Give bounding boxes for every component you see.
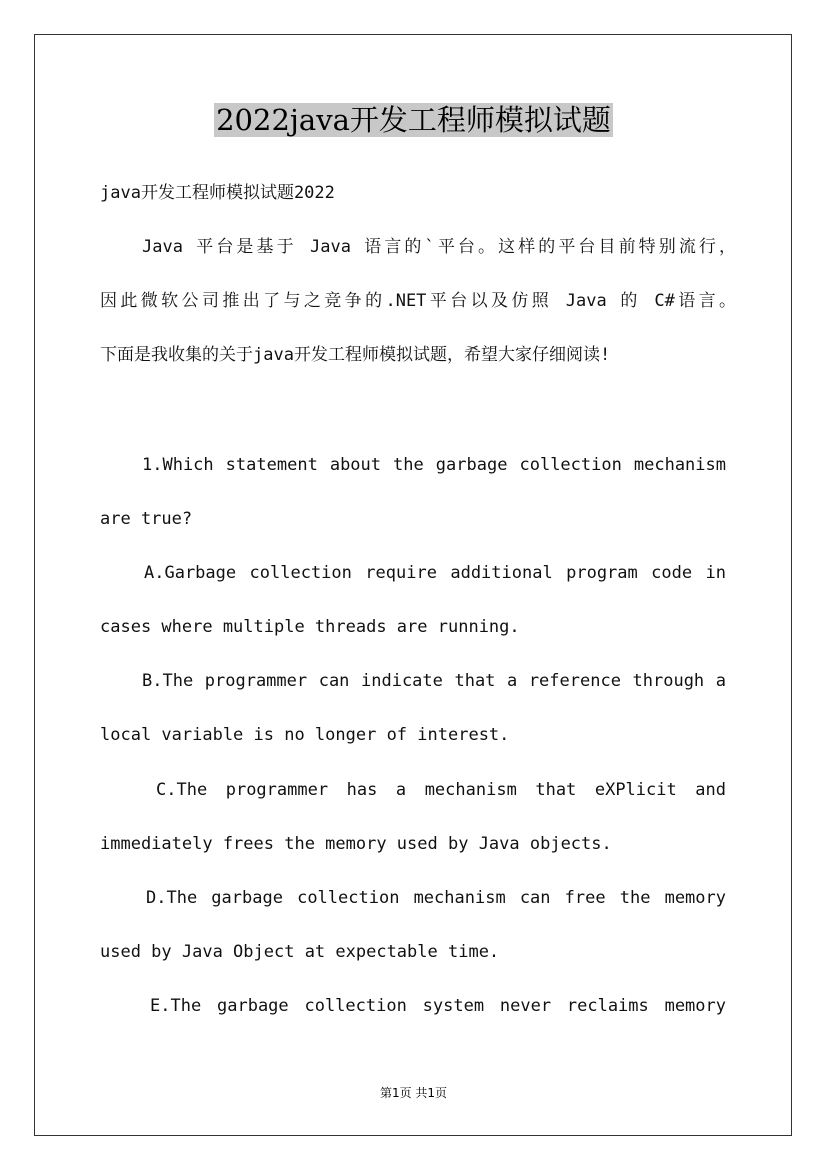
question-line-1: 1.Which statement about the garbage collection mechanism bbox=[142, 455, 726, 475]
option-b-line-1: B.The programmer can indicate that a reference through a bbox=[142, 671, 726, 691]
intro-line-1: Java 平台是基于 Java 语言的`平台。这样的平台目前特别流行， bbox=[142, 237, 736, 257]
option-e-line-1: E.The garbage collection system never reclaims memory bbox=[150, 996, 726, 1016]
option-a-line-2: cases where multiple threads are running. bbox=[100, 617, 520, 637]
option-c-line-1: C.The programmer has a mechanism that eXPlicit and bbox=[156, 780, 726, 800]
page-footer: 第1页 共1页 bbox=[379, 1086, 448, 1100]
option-c-line-2: immediately frees the memory used by Java objects. bbox=[100, 834, 612, 854]
option-d-line-2: used by Java Object at expectable time. bbox=[100, 942, 500, 962]
question-line-2: are true? bbox=[100, 509, 193, 529]
intro-line-3: 下面是我收集的关于java开发工程师模拟试题，希望大家仔细阅读! bbox=[100, 345, 611, 365]
intro-line-2: 因此微软公司推出了与之竞争的.NET平台以及仿照 Java 的 C#语言。 bbox=[100, 291, 736, 311]
document-title: 2022java开发工程师模拟试题 bbox=[216, 103, 611, 137]
document-subtitle: java开发工程师模拟试题2022 bbox=[100, 183, 335, 203]
document-title-wrap bbox=[0, 100, 827, 140]
option-b-line-2: local variable is no longer of interest. bbox=[100, 725, 510, 745]
option-a-line-1: A.Garbage collection require additional program code in bbox=[144, 563, 726, 583]
option-d-line-1: D.The garbage collection mechanism can free the memory bbox=[146, 888, 726, 908]
